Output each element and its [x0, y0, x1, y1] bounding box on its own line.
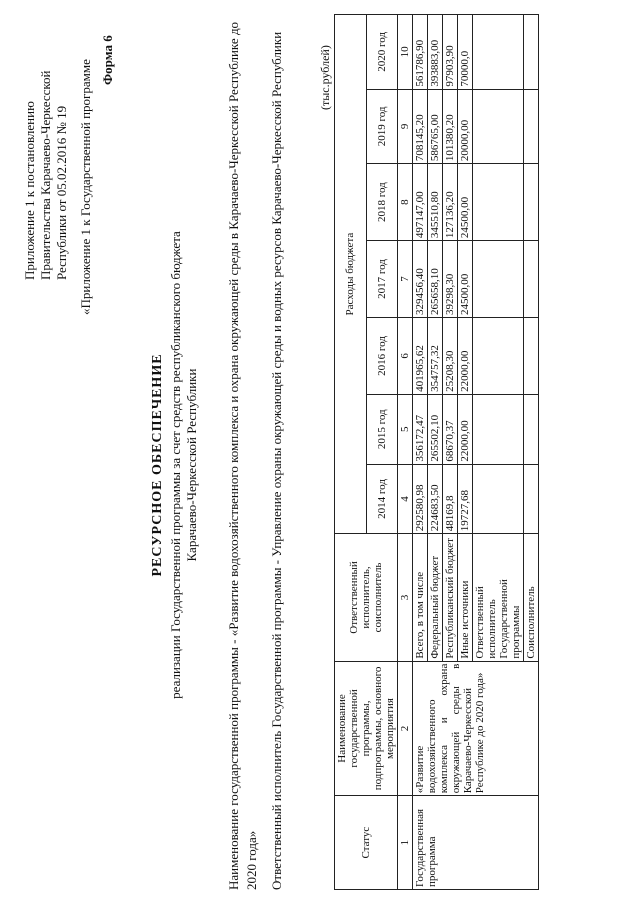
units-label: (тыс.рублей) — [318, 45, 332, 110]
form-label: Форма 6 — [100, 35, 115, 85]
value-cell: 497147,00 — [413, 164, 428, 241]
column-number-row — [398, 15, 413, 890]
value-cell: 329456,40 — [413, 241, 428, 318]
approval-block — [22, 30, 70, 280]
table-row — [413, 15, 428, 890]
column-number: 3 — [398, 534, 413, 661]
year-header: 2015 год — [366, 394, 398, 464]
column-number: 1 — [398, 796, 413, 890]
header-row-1 — [335, 15, 367, 890]
column-number: 7 — [398, 241, 413, 318]
status-cell: Государственная программа — [413, 796, 539, 890]
header-budget: Расходы бюджета — [335, 15, 367, 534]
year-header: 2019 год — [366, 89, 398, 164]
year-header: 2014 год — [366, 464, 398, 534]
year-header: 2017 год — [366, 241, 398, 318]
value-cell: 48169,8 — [443, 464, 458, 534]
responsible-executor: Ответственный исполнитель Государственной программы - Управление охраны окружающей среды и водных ресурсов Карачаево-Черкесской Республики — [269, 31, 284, 890]
value-cell — [473, 241, 524, 318]
value-cell: 561786,90 — [413, 15, 428, 90]
column-number: 6 — [398, 317, 413, 394]
executor-cell: Иные источники — [458, 534, 473, 661]
value-cell — [524, 394, 539, 464]
value-cell: 356172,47 — [413, 394, 428, 464]
value-cell: 708145,20 — [413, 89, 428, 164]
approval-line-1: Приложение 1 к постановлению — [22, 101, 37, 280]
approval-line-3: Республики от 05.02.2016 № 19 — [54, 105, 69, 280]
value-cell: 39298,30 — [443, 241, 458, 318]
column-number: 8 — [398, 164, 413, 241]
executor-cell: Всего, в том числе — [413, 534, 428, 661]
value-cell — [524, 464, 539, 534]
title-sub-1: реализации Государственной программы за счет средств республиканского бюджета — [168, 231, 183, 699]
value-cell — [524, 317, 539, 394]
value-cell: 24500,00 — [458, 241, 473, 318]
value-cell: 24500,00 — [458, 164, 473, 241]
title-sub-2: Карачаево-Черкесской Республики — [184, 368, 199, 562]
column-number: 4 — [398, 464, 413, 534]
year-header: 2018 год — [366, 164, 398, 241]
value-cell: 19727,68 — [458, 464, 473, 534]
executor-cell: Ответственный исполнитель Государственной программы — [473, 534, 524, 661]
approval-line-2: Правительства Карачаево-Черкесской — [38, 70, 53, 280]
document-title — [150, 185, 200, 745]
value-cell — [473, 164, 524, 241]
value-cell: 20000,00 — [458, 89, 473, 164]
year-header: 2016 год — [366, 317, 398, 394]
value-cell: 224683,50 — [428, 464, 443, 534]
title-main: РЕСУРСНОЕ ОБЕСПЕЧЕНИЕ — [150, 353, 165, 577]
value-cell — [473, 89, 524, 164]
executor-cell: Республиканский бюджет — [443, 534, 458, 661]
reference-note: «Приложение 1 к Государственной программе — [78, 59, 93, 315]
executor-cell: Федеральный бюджет — [428, 534, 443, 661]
year-header: 2020 год — [366, 15, 398, 90]
executor-cell: Соисполнитель — [524, 534, 539, 661]
value-cell: 127136,20 — [443, 164, 458, 241]
program-name-cell: «Развитие водохозяйственного комплекса и охрана окружающей среды в Карачаево-Черкесской Республике до 2020 года» — [413, 661, 539, 796]
value-cell: 265658,10 — [428, 241, 443, 318]
header-executor: Ответственный исполнитель, соисполнитель — [335, 534, 398, 661]
value-cell: 25208,30 — [443, 317, 458, 394]
program-name: Наименование государственной программы - «Развитие водохозяйственного комплекса и охрана окружающей среды в Карачаево-Черкесской Республике до 2020 года» — [226, 21, 259, 890]
column-number: 9 — [398, 89, 413, 164]
value-cell: 97903,90 — [443, 15, 458, 90]
value-cell: 265502,10 — [428, 394, 443, 464]
value-cell: 70000,0 — [458, 15, 473, 90]
value-cell — [473, 464, 524, 534]
column-number: 2 — [398, 661, 413, 796]
value-cell: 393883,00 — [428, 15, 443, 90]
value-cell: 101380,20 — [443, 89, 458, 164]
value-cell — [473, 317, 524, 394]
value-cell: 22000,00 — [458, 394, 473, 464]
value-cell: 68670,37 — [443, 394, 458, 464]
table-body — [413, 15, 539, 890]
value-cell: 354757,32 — [428, 317, 443, 394]
value-cell: 401965,62 — [413, 317, 428, 394]
column-number: 10 — [398, 15, 413, 90]
value-cell — [473, 394, 524, 464]
value-cell: 345510,80 — [428, 164, 443, 241]
value-cell — [524, 15, 539, 90]
value-cell: 292580,98 — [413, 464, 428, 534]
value-cell — [524, 241, 539, 318]
header-status: Статус — [335, 796, 398, 890]
value-cell: 586765,00 — [428, 89, 443, 164]
column-number: 5 — [398, 394, 413, 464]
value-cell: 22000,00 — [458, 317, 473, 394]
value-cell — [524, 89, 539, 164]
resource-table — [334, 14, 539, 890]
value-cell — [473, 15, 524, 90]
header-name: Наименование государственной программы, подпрограммы, основного мероприятия — [335, 661, 398, 796]
value-cell — [524, 164, 539, 241]
